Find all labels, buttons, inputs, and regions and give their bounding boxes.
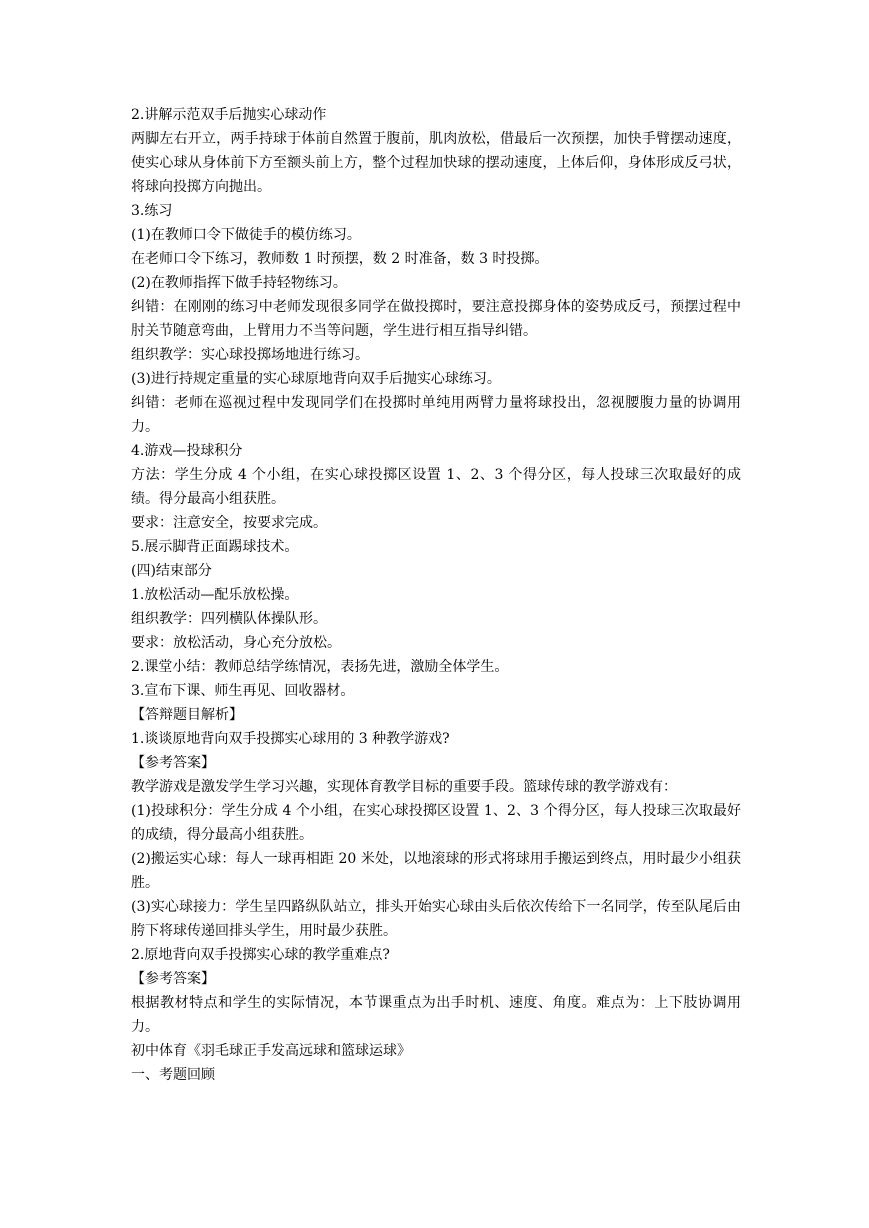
text-line: (2)在教师指挥下做手持轻物练习。 [131,275,347,291]
text-line: 2.课堂小结：教师总结学练情况，表扬先进，激励全体学生。 [131,659,509,675]
text-line: 要求：注意安全，按要求完成。 [131,515,327,531]
text-line: 要求：放松活动，身心充分放松。 [131,635,341,651]
text-line: (四)结束部分 [131,563,212,579]
text-line: 【参考答案】 [131,755,215,771]
text-line: 一、考题回顾 [131,1067,215,1083]
text-line: 5.展示脚背正面踢球技术。 [131,539,299,555]
text-line: 方法：学生分成 4 个小组，在实心球投掷区设置 1、2、3 个得分区，每人投球三次取最好的成绩。得分最高小组获胜。 [131,467,741,507]
text-line: 3.宣布下课、师生再见、回收器材。 [131,683,355,699]
text-line: 2.讲解示范双手后抛实心球动作 [131,107,327,123]
text-line: 根据教材特点和学生的实际情况，本节课重点为出手时机、速度、角度。难点为：上下肢协调用力。 [131,995,741,1035]
text-line: 纠错：老师在巡视过程中发现同学们在投掷时单纯用两臂力量将球投出，忽视腰腹力量的协调用力。 [131,395,741,435]
text-line: (1)投球积分：学生分成 4 个小组，在实心球投掷区设置 1、2、3 个得分区，每人投球三次取最好的成绩，得分最高小组获胜。 [131,803,741,843]
text-line: 3.练习 [131,203,173,219]
text-line: 组织教学：四列横队体操队形。 [131,611,327,627]
text-line: 两脚左右开立，两手持球于体前自然置于腹前，肌肉放松，借最后一次预摆，加快手臂摆动速度，使实心球从身体前下方至额头前上方，整个过程加快球的摆动速度，上体后仰，身体形成反弓状，将球向投掷方向抛出。 [131,131,741,195]
document-body [131,103,741,1087]
text-line: 2.原地背向双手投掷实心球的教学重难点? [131,947,390,963]
text-line: 纠错：在刚刚的练习中老师发现很多同学在做投掷时，要注意投掷身体的姿势成反弓，预摆过程中肘关节随意弯曲，上臂用力不当等问题，学生进行相互指导纠错。 [131,299,741,339]
text-line: 初中体育《羽毛球正手发高远球和篮球运球》 [131,1043,411,1059]
text-line: (3)实心球接力：学生呈四路纵队站立，排头开始实心球由头后依次传给下一名同学，传至队尾后由胯下将球传递回排头学生，用时最少获胜。 [131,899,741,939]
text-line: 1.谈谈原地背向双手投掷实心球用的 3 种教学游戏? [131,731,450,747]
text-line: 1.放松活动—配乐放松操。 [131,587,299,603]
text-line: 在老师口令下练习，教师数 1 时预摆，数 2 时准备，数 3 时投掷。 [131,251,549,267]
text-line: 组织教学：实心球投掷场地进行练习。 [131,347,369,363]
text-line: 4.游戏—投球积分 [131,443,243,459]
text-line: 【答辩题目解析】 [131,707,243,723]
text-line: 教学游戏是激发学生学习兴趣，实现体育教学目标的重要手段。篮球传球的教学游戏有： [131,779,677,795]
text-line: (3)进行持规定重量的实心球原地背向双手后抛实心球练习。 [131,371,501,387]
text-line: (1)在教师口令下做徒手的模仿练习。 [131,227,361,243]
text-line: 【参考答案】 [131,971,215,987]
text-line: (2)搬运实心球：每人一球再相距 20 米处，以地滚球的形式将球用手搬运到终点，用时最少小组获胜。 [131,851,741,891]
